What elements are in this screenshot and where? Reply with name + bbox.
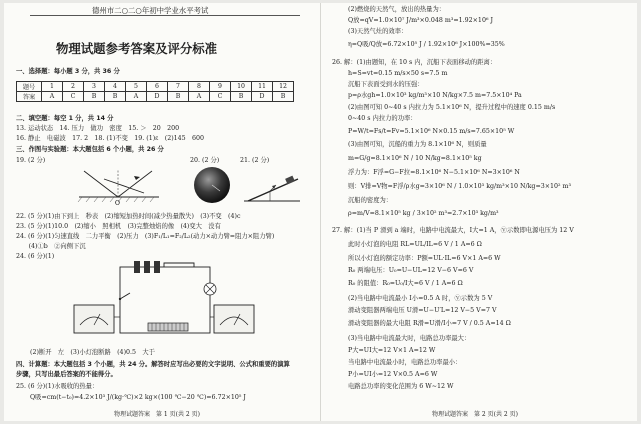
q19-label: 19. (2 分) [16,157,46,164]
rheostat-icon [148,323,188,331]
answer-line: 沉船下表面受到水的压强： [348,81,424,88]
answer-line: η=Q吸/Q放=6.72×10⁵ J / 1.92×10⁶ J×100%=35% [348,41,505,48]
answer-line: h=S=vt=0.15 m/s×50 s=7.5 m [348,70,448,77]
table-cell: A [126,92,147,102]
answer-line: (3)天然气灶的效率： [348,28,408,35]
table-cell: A [42,92,63,102]
answer-line: 浮力为：F浮=G−F拉=8.1×10⁶ N−5.1×10⁶ N=3×10⁶ N [348,169,520,176]
table-cell: 11 [252,82,273,92]
table-cell: D [252,92,273,102]
answer-line: 26. 解：(1)由题知，在 10 s 内，沉船下表面移动的距离： [332,59,497,66]
answer-table [16,81,294,102]
answer-line: 此时小灯泡的电阻 RL=UL/IL=6 V / 1 A=6 Ω [348,241,482,248]
table-cell: 8 [189,82,210,92]
answer-line: 滑动变阻器两端电压 U滑=U−U′L=12 V−5 V=7 V [348,307,497,314]
answer-line: P小=UI小=12 V×0.5 A=6 W [348,371,438,378]
q22-answer: 22. (5 分)(1)由下到上 秒表 (2)缩短加热时间(减少热量散失) (3)不变 (4)c [16,213,241,220]
answer-line: P大=UI大=12 V×1 A=12 W [348,347,436,354]
page-1 [4,3,320,421]
table-cell: C [210,92,231,102]
ammeter-icon [214,305,254,333]
table-cell: 5 [126,82,147,92]
q21-label: 21. (2 分) [240,157,270,164]
answer-line: p=ρ水gh=1.0×10³ kg/m³×10 N/kg×7.5 m=7.5×10⁴ Pa [348,92,522,99]
q23-answer: 23. (5 分)(1)10.0 (2)缩小 照相机 (3)完整烛焰的像 (4)变大 没有 [16,223,221,230]
bulb-icon [204,283,216,295]
q24-answer-cont: (4)①b ②向侧下沉 [16,243,86,250]
table-cell: B [231,92,252,102]
battery-icon [134,261,160,273]
page-2 [322,3,637,421]
table-cell: B [105,92,126,102]
answer-line: 电路总功率的变化范围为 6 W~12 W [348,383,454,390]
q25-formula: Q吸=cm(t−t₀)=4.2×10³ J/(kg·℃)×2 kg×(100 ℃−20 ℃)=6.72×10⁵ J [30,394,246,401]
header-rule [30,15,300,16]
table-cell: B [84,92,105,102]
q25-part1: 25. (6 分)(1)水吸收的热量： [16,383,99,390]
answer-table-number-row [17,82,294,92]
switch-icon [119,293,130,300]
table-cell: 2 [63,82,84,92]
exam-header: 德州市二○二○年初中学业水平考试 [92,6,209,15]
table-cell: 1 [42,82,63,92]
fill-line-2: 16. 静止 电磁波 17. 2 18. (1)不变 19. (1)ε (2)145 600 [16,135,204,142]
table-cell: 4 [105,82,126,92]
table-cell: D [147,92,168,102]
table-cell: 3 [84,82,105,92]
answer-line: (2)当电路中电流最小 I小=0.5 A 时，Ⓥ示数为 5 V [348,295,493,302]
answer-line: ρ=m/V=8.1×10⁵ kg / 3×10² m³=2.7×10³ kg/m³ [348,210,499,217]
answer-line: R₀ 两端电压：U₀=U−UL=12 V−6 V=6 V [348,267,474,274]
answer-line: Q放=qV=1.0×10⁷ J/m³×0.048 m³=1.92×10⁶ J [348,17,493,24]
answer-line: (2)由图可知 0~40 s 内拉力为 5.1×10⁶ N，提升过程中的速度 0.15 m/s [348,104,556,111]
section-2-heading: 二、填空题：每空 1 分，共 14 分 [16,115,114,122]
answer-line: (2)燃烧的天然气，放出的热量为： [348,6,446,13]
row-label-answer: 答案 [17,92,42,102]
section-1-heading: 一、选择题：每小题 3 分，共 36 分 [16,68,120,75]
reflection-figure [74,165,164,205]
table-cell: 7 [168,82,189,92]
voltmeter-icon [74,305,114,333]
point-o-label: O [115,200,120,205]
q24-answer: 24. (6 分)(1)匀速直线 二力平衡 (2)压力 (3)F₁/L₁=F₂/L₂(动力×动力臂=阻力×阻力臂) [16,233,275,240]
section-4-heading: 四、计算题：本大题包括 3 个小题，共 24 分。解答时应写出必要的文字说明、公式和重要的演算 [16,361,290,368]
section-3-heading: 三、作图与实验题：本大题包括 6 个小题，共 26 分 [16,146,164,153]
table-cell: 12 [273,82,294,92]
row-label-number: 题号 [17,82,42,92]
answer-line: P=W/t=Fs/t=Fv=5.1×10⁶ N×0.15 m/s=7.65×10⁵ W [348,128,515,135]
answer-line: (3)当电路中电流最大时，电路总功率最大： [348,335,471,342]
answer-line: 沉船的密度为： [348,197,393,204]
page-2-footer: 物理试题答案 第 2 页(共 2 页) [432,411,518,418]
section-4-heading-cont: 步骤，只写出最后答案的不能得分。 [16,371,117,378]
q24b-answer: 24. (6 分)(1) [16,253,55,260]
answer-line: R₀ 的阻值：R₀=U₀/I大=6 V / 1 A=6 Ω [348,280,463,287]
page-1-footer: 物理试题答案 第 1 页(共 2 页) [114,411,200,418]
lever-figure [240,171,304,205]
answer-line: m=G/g=8.1×10⁶ N / 10 N/kg=8.1×10⁵ kg [348,155,482,162]
circuit-figure [64,259,264,345]
answer-line: 27. 解：(1)当 P 滑到 a 端时，电路中电流最大，I大=1 A，Ⓥ示数即电源电压为 12 V [332,227,574,234]
sphere-figure [192,165,232,205]
table-cell: A [189,92,210,102]
table-cell: B [168,92,189,102]
page-divider [320,3,321,421]
page-title: 物理试题参考答案及评分标准 [56,41,218,56]
table-cell: B [273,92,294,102]
table-cell: 6 [147,82,168,92]
answer-line: 当电路中电流最小时，电路总功率最小： [348,359,462,366]
table-cell: 10 [231,82,252,92]
answer-line: 所以小灯泡的额定功率：P额=UL·IL=6 V×1 A=6 W [348,255,501,262]
answer-sheet [4,3,637,421]
answer-table-answer-row [17,92,294,102]
table-cell: 9 [210,82,231,92]
q20-label: 20. (2 分) [190,157,220,164]
q24b-answer-cont: (2)断开 左 (3)小灯泡断路 (4)0.5 大于 [30,349,155,356]
answer-line: 则：V排=V物=F浮/ρ水g=3×10⁶ N / 1.0×10³ kg/m³×10 N/kg=3×10² m³ [348,183,572,190]
answer-line: 滑动变阻器的最大电阻 R滑=U滑/I小=7 V / 0.5 A=14 Ω [348,320,511,327]
answer-line: 0~40 s 内拉力的功率： [348,115,417,122]
fill-line-1: 13. 运动状态 14. 压力 做功 密度 15. ＞ 20 200 [16,125,180,132]
answer-line: (3)由图可知，沉船的重力为 8.1×10⁶ N，则质量 [348,141,487,148]
table-cell: C [63,92,84,102]
